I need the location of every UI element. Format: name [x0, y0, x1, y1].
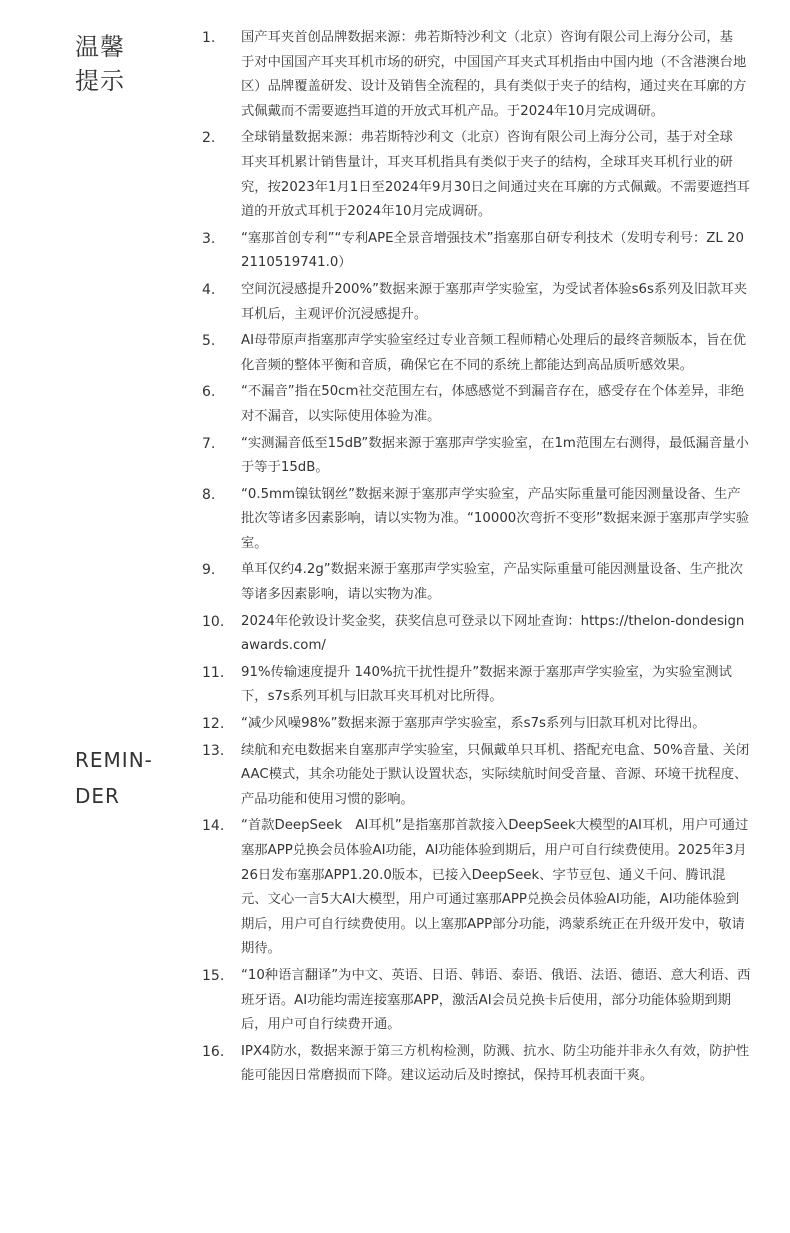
note-number: 5.	[202, 333, 216, 350]
note-text: 2024年伦敦设计奖金奖，获奖信息可登录以下网址查询：https://thelon-dondesignawards.com/	[241, 613, 745, 654]
notes-list	[0, 26, 790, 1091]
note-item	[0, 483, 790, 557]
note-item	[0, 278, 790, 327]
note-item	[0, 610, 790, 659]
note-number: 12.	[202, 716, 225, 733]
note-item	[0, 661, 790, 710]
note-text: “减少风噪98%”数据来源于塞那声学实验室，系s7s系列与旧款耳机对比得出。	[241, 716, 706, 732]
note-text: AI母带原声指塞那声学实验室经过专业音频工程师精心处理后的最终音频版本，旨在优化音频的整体平衡和音质，确保它在不同的系统上都能达到高品质听感效果。	[241, 333, 747, 373]
note-number: 6.	[202, 384, 216, 401]
note-item	[0, 739, 790, 813]
note-number: 3.	[202, 230, 216, 247]
note-number: 2.	[202, 130, 216, 147]
note-text: “不漏音”指在50cm社交范围左右，体感感觉不到漏音存在，感受存在个体差异，非绝对不漏音，以实际使用体验为准。	[241, 384, 745, 424]
note-number: 14.	[202, 818, 225, 835]
note-number: 4.	[202, 281, 216, 298]
note-number: 11.	[202, 664, 225, 681]
note-text: “0.5mm镍钛钢丝”数据来源于塞那声学实验室，产品实际重量可能因测量设备、生产批次等诸多因素影响，请以实物为准。“10000次弯折不变形”数据来源于塞那声学实验室。	[241, 486, 750, 551]
note-text: “10种语言翻译”为中文、英语、日语、韩语、泰语、俄语、法语、德语、意大利语、西班牙语。AI功能均需连接塞那APP，激活AI会员兑换卡后使用，部分功能体验期到期后，用户可自行续费开通。	[241, 967, 751, 1033]
note-text: “塞那首创专利”“专利APE全景音增强技术”指塞那自研专利技术（发明专利号：ZL 202110519741.0）	[241, 230, 744, 271]
page-title-english: REMIN- DER	[75, 748, 153, 808]
note-number: 7.	[202, 435, 216, 452]
note-item	[0, 380, 790, 429]
note-number: 16.	[202, 1043, 225, 1060]
note-item	[0, 26, 790, 124]
note-number: 8.	[202, 486, 216, 503]
note-item	[0, 814, 790, 962]
note-text: “首款DeepSeek AI耳机”是指塞那首款接入DeepSeek大模型的AI耳机，用户可通过塞那APP兑换会员体验AI功能，AI功能体验到期后，用户可自行续费使用。2025年3月26日发布塞那APP1.20.0版本，已接入DeepSeek、字节豆包、通义千问、腾讯混元、文心一言5大AI大模型，用户可通过塞那APP兑换会员体验AI功能，AI功能体验到期后，用户可自行续费使用。以上塞那APP部分功能，鸿蒙系统正在升级开发中，敬请期待。	[241, 818, 749, 957]
note-text: 全球销量数据来源：弗若斯特沙利文（北京）咨询有限公司上海分公司，基于对全球 耳夹耳机累计销售量计，耳夹耳机指具有类似于夹子的结构，全球耳夹耳机行业的研究，按2023年1月1日至2024年9月30日之间通过夹在耳廓的方式佩戴。不需要遮挡耳道的开放式耳机于2024年10月完成调研。	[241, 130, 750, 220]
note-number: 10.	[202, 613, 225, 630]
note-item	[0, 126, 790, 224]
note-text: 91%传输速度提升 140%抗干扰性提升”数据来源于塞那声学实验室，为实验室测试下，s7s系列耳机与旧款耳夹耳机对比所得。	[241, 664, 732, 705]
note-text: 续航和充电数据来自塞那声学实验室，只佩戴单只耳机、搭配充电盒、50%音量、关闭AAC模式，其余功能处于默认设置状态，实际续航时间受音量、音源、环境干扰程度、产品功能和使用习惯的影响。	[241, 742, 750, 807]
note-item	[0, 964, 790, 1038]
note-text: 空间沉浸感提升200%”数据来源于塞那声学实验室，为受试者体验s6s系列及旧款耳夹耳机后，主观评价沉浸感提升。	[241, 281, 748, 322]
note-text: 国产耳夹首创品牌数据来源：弗若斯特沙利文（北京）咨询有限公司上海分公司，基 于对中国国产耳夹耳机市场的研究，中国国产耳夹式耳机指由中国内地（不含港澳台地区）品牌覆盖研发、设计及销售全流程的，具有类似于夹子的结构，通过夹在耳廓的方式佩戴而不需要遮挡耳道的开放式耳机产品。于2024年10月完成调研。	[241, 30, 747, 119]
note-text: “实测漏音低至15dB”数据来源于塞那声学实验室，在1m范围左右测得，最低漏音量小于等于15dB。	[241, 435, 749, 476]
note-item	[0, 329, 790, 378]
note-number: 15.	[202, 967, 225, 984]
note-item	[0, 1040, 790, 1089]
note-number: 13.	[202, 742, 225, 759]
note-item	[0, 558, 790, 607]
page-title-chinese: 温馨 提示	[75, 33, 125, 95]
note-number: 9.	[202, 562, 216, 579]
note-number: 1.	[202, 30, 216, 46]
note-item	[0, 712, 790, 737]
note-item	[0, 227, 790, 276]
note-text: 单耳仅约4.2g”数据来源于塞那声学实验室，产品实际重量可能因测量设备、生产批次等诸多因素影响，请以实物为准。	[241, 562, 743, 603]
note-item	[0, 432, 790, 481]
note-text: IPX4防水，数据来源于第三方机构检测，防溅、抗水、防尘功能并非永久有效，防护性能可能因日常磨损而下降。建议运动后及时擦拭，保持耳机表面干爽。	[241, 1043, 750, 1084]
